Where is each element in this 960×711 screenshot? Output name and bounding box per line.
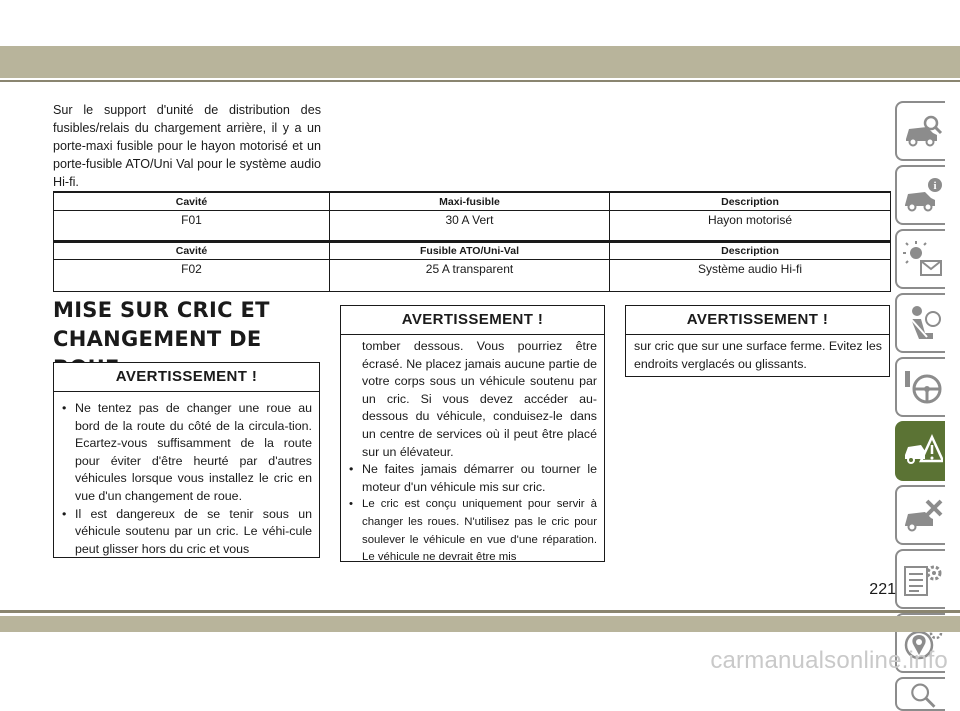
car-search-icon (903, 111, 943, 153)
section-title-line-1: MISE SUR CRIC ET (53, 298, 270, 322)
table-header-row (54, 192, 891, 211)
ato-fuse-table (53, 240, 891, 292)
table-cell: 30 A Vert (330, 211, 610, 243)
tab-index[interactable] (895, 677, 945, 711)
table-header-row (54, 241, 891, 260)
car-info-icon (903, 175, 943, 217)
warning-box-2 (340, 305, 605, 562)
top-rule (0, 80, 960, 82)
warning-box-3 (625, 305, 890, 377)
list-item: • Le cric est conçu uniquement pour servir à changer les roues. N'utilisez pas le cric pour soulever le véhicule en vue d'une réparation. Le véhicule ne devrait être mis (349, 496, 597, 566)
maxi-fuse-table (53, 191, 891, 243)
warning-continuation: sur cric que sur une surface ferme. Evitez les endroits verglacés ou glissants. (634, 339, 882, 371)
intro-paragraph: Sur le support d'unité de distribution des fusibles/relais du chargement arrière, il y a un porte-maxi fusible pour le hayon motorisé et un porte-fusible ATO/Uni Val pour le système audio Hi-fi. (53, 103, 321, 189)
warning-body (341, 335, 604, 461)
column-header: Fusible ATO/Uni-Val (330, 241, 610, 260)
column-header: Cavité (54, 192, 330, 211)
column-header: Description (610, 241, 891, 260)
warning-list (62, 400, 312, 558)
tab-car-info[interactable] (895, 165, 945, 225)
warning-body-list (341, 461, 604, 567)
table-cell: Système audio Hi-fi (610, 260, 891, 292)
table-row (54, 260, 891, 292)
magnifier-index-icon (903, 681, 943, 711)
tab-specifications[interactable] (895, 549, 945, 609)
list-item: • Ne faites jamais démarrer ou tourner le moteur d'un véhicule mis sur cric. (349, 461, 597, 496)
top-decorative-band (0, 46, 960, 78)
list-item: • Ne tentez pas de changer une roue au bord de la route du côté de la circula-tion. Ecartez-vous suffisamment de la route pour éviter d'être heurté par d'autres véhicules lorsque vous installez le cric en vue d'un changement de roue. (62, 400, 312, 506)
bottom-decorative-band (0, 616, 960, 632)
car-emergency-icon (903, 431, 943, 473)
tab-steering[interactable] (895, 357, 945, 417)
tab-maintenance[interactable] (895, 485, 945, 545)
column-header: Description (610, 192, 891, 211)
warning-list (349, 461, 597, 567)
table-cell: F02 (54, 260, 330, 292)
warning-continuation: tomber dessous. Vous pourriez être écrasé. Ne placez jamais aucune partie de votre corps sous un véhicule soutenu par un cric. Si vous devez accéder au-dessous du véhicule, conduisez-le dans un centre de services où il peut être placé sur un élévateur. (362, 339, 597, 459)
specifications-gear-icon (903, 559, 943, 601)
seat-safety-icon (903, 303, 943, 345)
tab-warning-lights[interactable] (895, 229, 945, 289)
car-maintenance-icon (903, 495, 943, 537)
warning-heading: AVERTISSEMENT ! (626, 306, 889, 335)
page-number: 221 (869, 581, 896, 598)
bottom-rule (0, 610, 960, 613)
section-title-line-2: CHANGEMENT DE (53, 327, 262, 351)
table-cell: Hayon motorisé (610, 211, 891, 243)
warning-heading: AVERTISSEMENT ! (341, 306, 604, 335)
tab-safety[interactable] (895, 293, 945, 353)
list-item: • Il est dangereux de se tenir sous un véhicule soutenu par un cric. Le véhi-cule peut glisser hors du cric et vous (62, 506, 312, 559)
column-header: Maxi-fusible (330, 192, 610, 211)
watermark: carmanualsonline.info (710, 647, 948, 674)
warning-lights-message-icon (903, 239, 943, 281)
tab-emergency[interactable] (895, 421, 945, 481)
table-cell: 25 A transparent (330, 260, 610, 292)
warning-heading: AVERTISSEMENT ! (54, 363, 319, 392)
warning-body (54, 392, 319, 558)
svg-text:i: i (933, 180, 937, 192)
warning-body (626, 335, 889, 373)
table-row (54, 211, 891, 243)
tab-car-search[interactable] (895, 101, 945, 161)
warning-box-1 (53, 362, 320, 558)
table-cell: F01 (54, 211, 330, 243)
column-header: Cavité (54, 241, 330, 260)
steering-wheel-icon (903, 367, 943, 409)
